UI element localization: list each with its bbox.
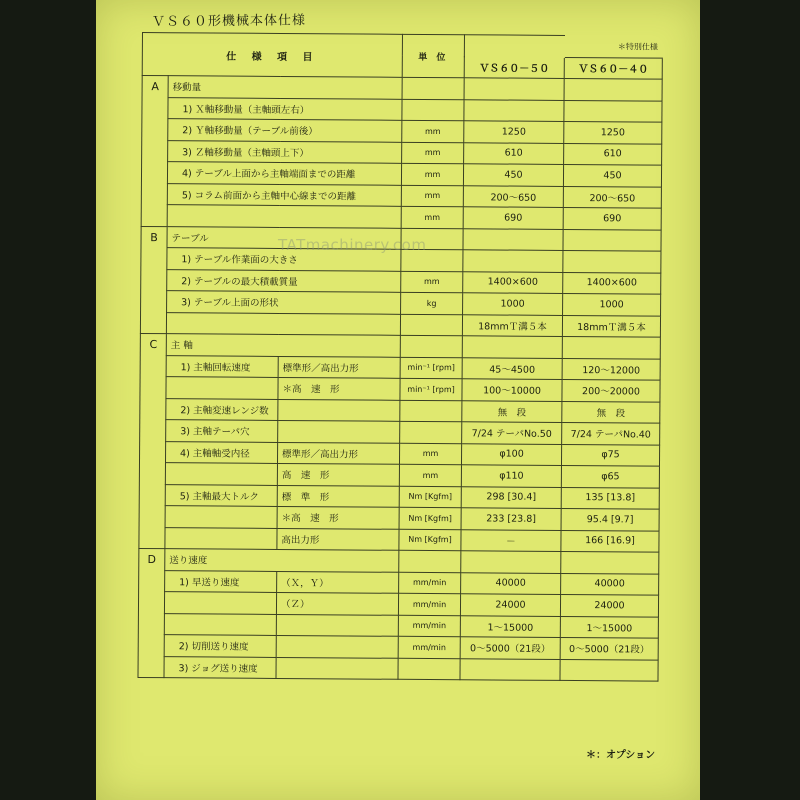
spec-value-vs60-50: φ100 [462, 443, 562, 465]
spec-value-vs60-50: φ110 [461, 465, 561, 487]
table-row [138, 656, 658, 681]
spec-unit: mm/min [398, 593, 460, 615]
spec-value-vs60-40: 135 [13.8] [561, 487, 659, 509]
spec-value-vs60-50: 0～5000（21段） [460, 637, 560, 659]
spec-unit: kg [401, 292, 463, 314]
spec-value-vs60-50: 24000 [460, 594, 560, 616]
spec-value-vs60-40: 610 [564, 143, 662, 165]
spec-sub-label: ＊高 速 形 [278, 377, 400, 399]
spec-item-label: 3) テーブル上面の形状 [167, 291, 401, 314]
spec-sub-label: （Ｘ，Ｙ） [277, 571, 399, 593]
section-letter: C [139, 333, 167, 548]
spec-value-vs60-40 [564, 100, 662, 122]
spec-unit: mm/min [398, 615, 460, 637]
spec-item-label: 1) 主軸回転速度 [166, 355, 278, 377]
spec-value-vs60-50: 無 段 [462, 400, 562, 422]
spec-sub-label: 標 準 形 [277, 485, 399, 507]
spec-unit: mm [401, 185, 463, 207]
spec-value-vs60-50: 1000 [463, 293, 563, 315]
spec-sub-label: 標準形／高出力形 [277, 442, 399, 464]
watermark: TATmachinery.com [278, 236, 427, 254]
spec-unit [402, 99, 464, 121]
spec-value-vs60-50 [464, 99, 564, 121]
spec-sub-label [276, 614, 398, 636]
spec-sub-label [278, 420, 400, 442]
spec-unit [400, 421, 462, 443]
spec-value-vs60-40: 690 [563, 207, 661, 229]
spec-item-label [164, 592, 276, 614]
spec-sub-label: 高 速 形 [277, 463, 399, 485]
spec-item-label [167, 205, 401, 228]
spec-item-label [165, 527, 277, 549]
spec-unit [398, 658, 460, 680]
spec-sub-label [278, 399, 400, 421]
spec-value-vs60-50: 233 [23.8] [461, 508, 561, 530]
spec-item-label [165, 463, 277, 485]
spec-unit: Nm [Kgfm] [399, 507, 461, 529]
spec-value-vs60-40: 200～20000 [562, 379, 660, 401]
spec-item-label: 4) 主軸軸受内径 [165, 441, 277, 463]
spec-value-vs60-50: 40000 [461, 572, 561, 594]
section-name: 主 軸 [166, 334, 400, 357]
spec-value-vs60-50: 610 [464, 142, 564, 164]
spec-sub-label: ＊高 速 形 [277, 506, 399, 528]
spec-value-vs60-50 [460, 658, 560, 680]
spec-item-label: 2) Ｙ軸移動量（テーブル前後） [168, 119, 402, 142]
spec-value-vs60-40: 0～5000（21段） [560, 637, 658, 659]
table-header-row-1 [142, 33, 662, 58]
spec-value-vs60-40: 24000 [560, 594, 658, 616]
spec-item-label: 5) 主軸最大トルク [165, 484, 277, 506]
spec-item-label: 2) 切削送り速度 [164, 635, 276, 657]
header-model-50: ＶＳ６０－５０ [464, 56, 564, 78]
spec-value-vs60-40: 1250 [564, 121, 662, 143]
spec-value-vs60-50: 298 [30.4] [461, 486, 561, 508]
spec-value-vs60-50: 18mmＴ溝５本 [462, 314, 562, 336]
spec-sub-label: 標準形／高出力形 [278, 356, 400, 378]
spec-value-vs60-50: 450 [463, 164, 563, 186]
spec-item-label: 1) Ｘ軸移動量（主軸頭左右） [168, 97, 402, 120]
spec-value-vs60-40: 40000 [561, 573, 659, 595]
header-model-40: ＶＳ６０－４０ [564, 57, 662, 79]
spec-value-vs60-40 [563, 250, 661, 272]
spec-unit: mm/min [399, 572, 461, 594]
spec-sub-label [276, 657, 398, 679]
spec-item-label [165, 506, 277, 528]
spec-item-label [164, 613, 276, 635]
header-unit: 単 位 [402, 34, 464, 77]
section-name: テーブル [167, 226, 401, 249]
spec-value-vs60-40: 7/24 テーパNo.40 [562, 422, 660, 444]
spec-item-label [166, 377, 278, 399]
spec-item-label: 3) ジョグ送り速度 [164, 656, 276, 678]
spec-value-vs60-40: 95.4 [9.7] [561, 508, 659, 530]
spec-unit: min⁻¹ [rpm] [400, 357, 462, 379]
spec-item-label: 4) テーブル上面から主軸端面までの距離 [167, 162, 401, 185]
spec-unit: mm [402, 142, 464, 164]
spec-item-label: 2) 主軸変速レンジ数 [166, 398, 278, 420]
spec-value-vs60-40: φ75 [561, 444, 659, 466]
spec-value-vs60-40: 1～15000 [560, 616, 658, 638]
spec-value-vs60-50: － [461, 529, 561, 551]
header-special-note: ＊特別仕様 [564, 35, 662, 57]
spec-unit: mm [401, 163, 463, 185]
spec-unit [400, 314, 462, 336]
spec-value-vs60-50: 7/24 テーパNo.50 [462, 422, 562, 444]
spec-value-vs60-50: 45～4500 [462, 357, 562, 379]
spec-value-vs60-50 [463, 250, 563, 272]
spec-value-vs60-40: 無 段 [562, 401, 660, 423]
spec-unit: mm [401, 206, 463, 228]
section-name: 送り速度 [165, 549, 399, 572]
spec-unit [400, 400, 462, 422]
section-letter: B [140, 226, 167, 334]
section-letter: A [141, 76, 168, 227]
section-name: 移動量 [168, 76, 402, 99]
spec-value-vs60-50: 1250 [464, 121, 564, 143]
spec-value-vs60-40: 166 [16.9] [561, 530, 659, 552]
spec-unit: mm [401, 271, 463, 293]
spec-unit: mm [400, 443, 462, 465]
spec-value-vs60-40: φ65 [561, 465, 659, 487]
spec-value-vs60-40: 1400×600 [563, 272, 661, 294]
spec-item-label: 1) テーブル作業面の大きさ [167, 248, 401, 271]
option-footnote: ＊：オプション [586, 750, 656, 761]
spec-item-label: 3) 主軸テーパ穴 [166, 420, 278, 442]
spec-value-vs60-40: 200～650 [563, 186, 661, 208]
spec-value-vs60-40 [560, 659, 658, 681]
spec-unit: Nm [Kgfm] [399, 529, 461, 551]
spec-unit: mm [402, 120, 464, 142]
spec-value-vs60-40: 18mmＴ溝５本 [562, 315, 660, 337]
spec-unit: mm/min [398, 636, 460, 658]
spec-value-vs60-50: 200～650 [463, 185, 563, 207]
spec-value-vs60-40: 1000 [563, 293, 661, 315]
spec-table [137, 32, 663, 682]
spec-value-vs60-40: 450 [563, 164, 661, 186]
spec-value-vs60-40: 120～12000 [562, 358, 660, 380]
spec-item-label: 2) テーブルの最大積載質量 [167, 269, 401, 292]
spec-value-vs60-50: 1400×600 [463, 271, 563, 293]
section-letter: D [138, 548, 165, 677]
spec-item-label: 1) 早送り速度 [165, 570, 277, 592]
spec-item-label: 5) コラム前面から主軸中心線までの距離 [167, 183, 401, 206]
spec-value-vs60-50: 1～15000 [460, 615, 560, 637]
header-item: 仕 様 項 目 [142, 33, 402, 78]
spec-item-label [166, 312, 400, 335]
spec-value-vs60-50: 690 [463, 207, 563, 229]
spec-sub-label: 高出力形 [277, 528, 399, 550]
spec-sub-label: （Ｚ） [276, 592, 398, 614]
spec-unit: mm [399, 464, 461, 486]
spec-unit: Nm [Kgfm] [399, 486, 461, 508]
page-title: ＶＳ６０形機械本体仕様 [151, 13, 307, 30]
spec-sub-label [276, 635, 398, 657]
spec-unit: min⁻¹ [rpm] [400, 378, 462, 400]
spec-value-vs60-50: 100～10000 [462, 379, 562, 401]
spec-item-label: 3) Ｚ軸移動量（主軸頭上下） [168, 140, 402, 163]
